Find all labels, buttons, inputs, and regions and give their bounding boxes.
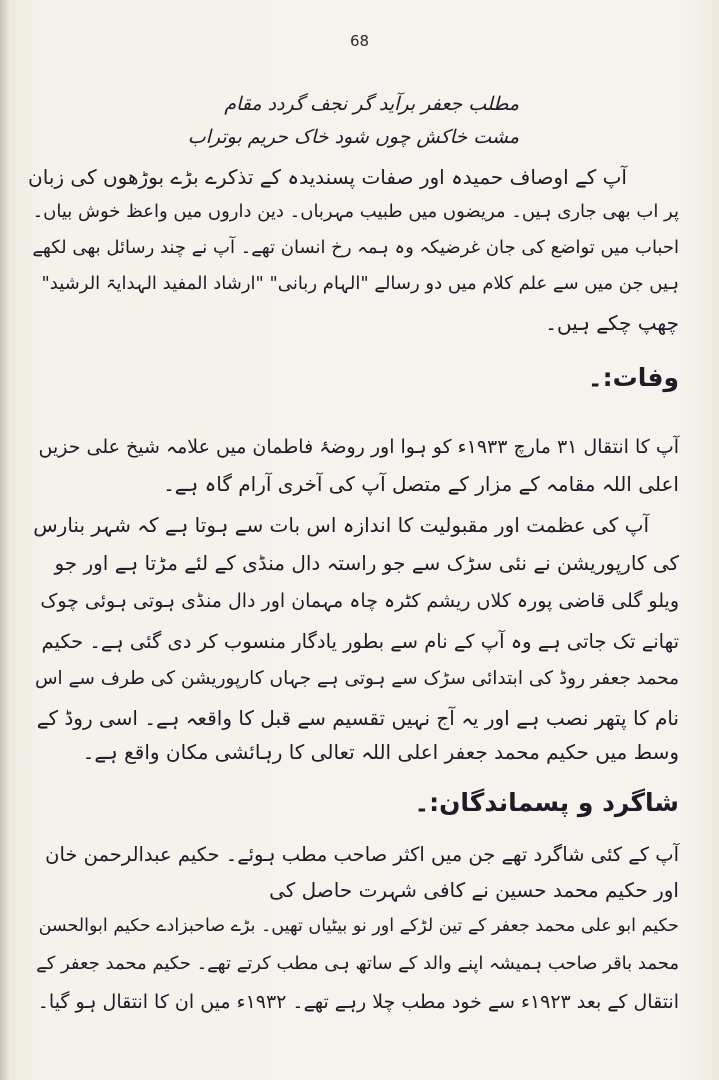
paragraph-1-line-3: احباب میں تواضع کی جان غرضیکہ وہ ہمہ رخ انسان تھے۔ آپ نے چند رسائل بھی لکھے xyxy=(32,237,679,258)
paragraph-4-line-4: محمد باقر صاحب ہمیشہ اپنے والد کے ساتھ ہی مطب کرتے تھے۔ حکیم محمد جعفر کے xyxy=(36,953,679,974)
couplet-line-2: مشت خاکش چوں شود خاک حریم بوتراب xyxy=(187,126,519,148)
paragraph-3-line-6: نام کا پتھر نصب ہے اور یہ آج نہیں تقسیم سے قبل کا واقعہ ہے۔ اسی روڈ کے xyxy=(36,706,679,730)
heading-wafat: وفات:۔ xyxy=(587,363,679,392)
paragraph-1-line-1: آپ کے اوصاف حمیدہ اور صفات پسندیدہ کے تذکرے بڑے بوڑھوں کی زبان xyxy=(28,165,627,189)
paragraph-2-line-2: اعلی اللہ مقامہ کے مزار کے متصل آپ کی آخری آرام گاہ ہے۔ xyxy=(163,472,679,496)
paragraph-3-line-1: آپ کی عظمت اور مقبولیت کا اندازہ اس بات سے ہوتا ہے کہ شہر بنارس xyxy=(33,513,649,537)
couplet-line-1: مطلب جعفر برآید گر نجف گردد مقام xyxy=(224,93,519,115)
heading-shagird: شاگرد و پسماندگان:۔ xyxy=(414,788,679,817)
page-number: 68 xyxy=(349,32,370,50)
paragraph-1-line-2: پر اب بھی جاری ہیں۔ مریضوں میں طبیب مہرباں۔ دین داروں میں واعظ خوش بیاں۔ xyxy=(32,201,679,222)
paragraph-1-line-5: چھپ چکے ہیں۔ xyxy=(545,311,679,335)
paragraph-4-line-3: حکیم ابو علی محمد جعفر کے تین لڑکے اور نو بیٹیاں تھیں۔ بڑے صاحبزادے حکیم ابوالحسن xyxy=(38,916,679,936)
paragraph-3-line-7: وسط میں حکیم محمد جعفر اعلی اللہ تعالی کا رہائشی مکان واقع ہے۔ xyxy=(82,740,679,764)
paragraph-4-line-5: انتقال کے بعد ۱۹۲۳ء سے خود مطب چلا رہے تھے۔ ۱۹۳۲ء میں ان کا انتقال ہو گیا۔ xyxy=(37,991,679,1013)
paragraph-4-line-1: آپ کے کئی شاگرد تھے جن میں اکثر صاحب مطب ہوئے۔ حکیم عبدالرحمن خان xyxy=(45,843,679,866)
paragraph-4-line-2: اور حکیم محمد حسین نے کافی شہرت حاصل کی xyxy=(269,878,679,902)
paragraph-3-line-5: محمد جعفر روڈ کی ابتدائی سڑک سے ہوتی ہے جہاں کارپوریشن کی طرف سے اس xyxy=(34,668,679,689)
paragraph-1-line-4: ہیں جن میں سے علم کلام میں دو رسالے "الہام ربانی" "ارشاد المفید الہدایۃ الرشید" xyxy=(41,273,679,294)
paragraph-2-line-1: آپ کا انتقال ۳۱ مارچ ۱۹۳۳ء کو ہوا اور روضۂ فاطمان میں علامہ شیخ علی حزیں xyxy=(38,436,679,458)
paragraph-3-line-2: کی کارپوریشن نے نئی سڑک سے جو راستہ دال منڈی کے لئے مڑتا ہے اور جو xyxy=(54,551,679,575)
binding-shadow xyxy=(0,0,10,1080)
paragraph-3-line-4: تھانے تک جاتی ہے وہ آپ کے نام سے بطور یادگار منسوب کر دی گئی ہے۔ حکیم xyxy=(41,630,679,653)
paragraph-3-line-3: ویلو گلی قاضی پورہ کلاں ریشم کٹرہ چاہ مہمان اور دال منڈی ہوتی ہوئی چوک xyxy=(40,590,679,612)
